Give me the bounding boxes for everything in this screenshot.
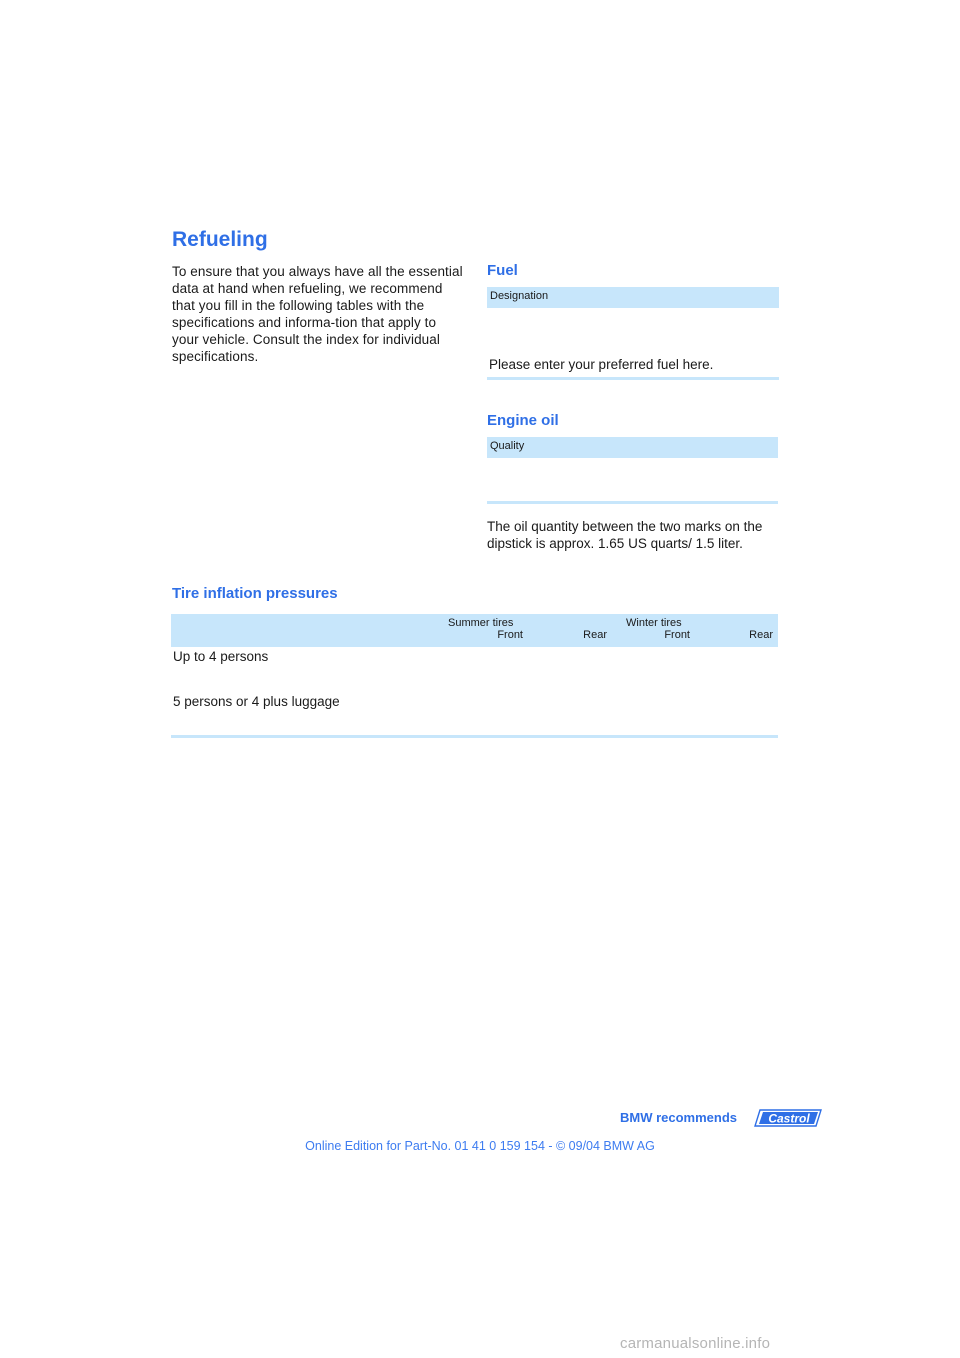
engine-oil-heading: Engine oil bbox=[487, 412, 559, 429]
oil-quality-label: Quality bbox=[490, 440, 525, 452]
fuel-designation-bar bbox=[487, 287, 779, 308]
castrol-logo-text: Castrol bbox=[768, 1111, 810, 1126]
tire-row-label: Up to 4 persons bbox=[173, 649, 269, 664]
watermark: carmanualsonline.info bbox=[620, 1335, 771, 1352]
oil-quantity-note: The oil quantity between the two marks on the dipstick is approx. 1.65 US quarts/ 1.5 liter. bbox=[487, 519, 763, 551]
oil-quality-bar bbox=[487, 437, 778, 458]
col-winter-front: Front bbox=[664, 629, 690, 641]
tire-table-divider bbox=[171, 735, 778, 738]
intro-paragraph: To ensure that you always have all the essential data at hand when refueling, we recommend that you fill in the following tables with the specifications and informa-tion that apply to your vehicle. Consult the index for individual specifications. bbox=[172, 264, 463, 364]
oil-divider bbox=[487, 501, 778, 504]
tire-row-label: 5 persons or 4 plus luggage bbox=[173, 694, 340, 709]
fuel-divider bbox=[487, 377, 779, 380]
col-summer-front: Front bbox=[497, 629, 523, 641]
fuel-note: Please enter your preferred fuel here. bbox=[489, 357, 714, 372]
winter-tires-label: Winter tires bbox=[626, 617, 682, 629]
summer-tires-label: Summer tires bbox=[448, 617, 514, 629]
col-winter-rear: Rear bbox=[749, 629, 773, 641]
bmw-recommends-label: BMW recommends bbox=[620, 1110, 738, 1125]
castrol-logo-icon bbox=[754, 1109, 822, 1127]
page-title: Refueling bbox=[172, 228, 268, 251]
edition-line: Online Edition for Part-No. 01 41 0 159 154 - © 09/04 BMW AG bbox=[305, 1139, 655, 1153]
tire-pressures-heading: Tire inflation pressures bbox=[172, 585, 338, 602]
fuel-heading: Fuel bbox=[487, 262, 518, 279]
tire-table-header bbox=[171, 614, 778, 647]
fuel-designation-label: Designation bbox=[490, 290, 549, 302]
col-summer-rear: Rear bbox=[583, 629, 607, 641]
